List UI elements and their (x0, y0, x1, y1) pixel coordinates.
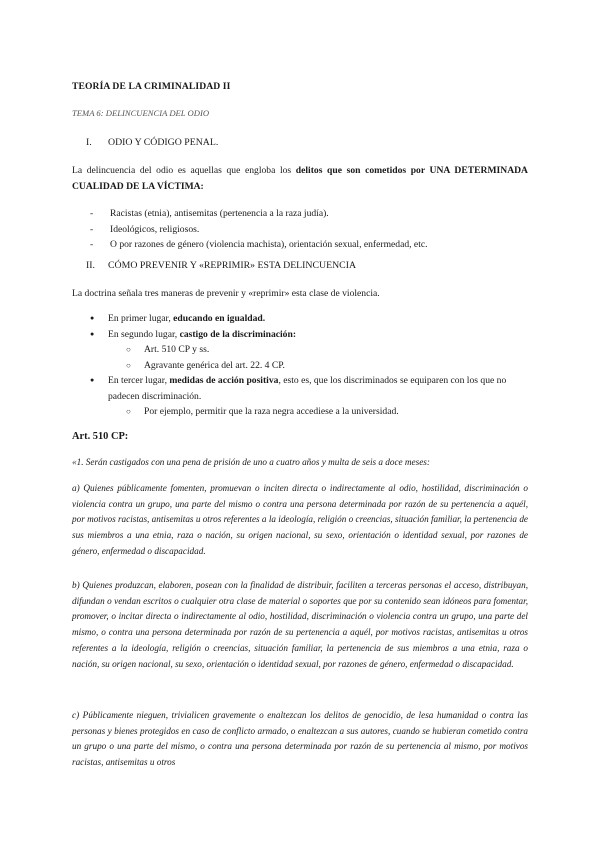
section-2-heading (86, 260, 356, 271)
list-item (90, 327, 528, 374)
bullet-2-bold: castigo de la discriminación: (179, 328, 297, 340)
bullet-2-sublist (108, 342, 528, 373)
list-item (90, 373, 528, 420)
article-paragraph-1: «1. Serán castigados con una pena de prisión de uno a cuatro años y multa de seis a doce meses: (72, 457, 430, 467)
list-item: - O por razones de género (violencia machista), orientación sexual, enfermedad, etc. (90, 237, 428, 253)
section-2-intro: La doctrina señala tres maneras de prevenir y «reprimir» esta clase de violencia. (72, 288, 380, 299)
sub-list-item: ○ Agravante genérica del art. 22. 4 CP. (108, 358, 528, 374)
bullet-1-bold: educando en igualdad. (173, 313, 266, 324)
bullet-3-sublist (108, 404, 528, 420)
list-item: - Racistas (etnia), antisemitas (pertenencia a la raza judía). (90, 206, 428, 222)
bullet-1-text: En primer lugar, (108, 313, 174, 324)
bullet-3-text: En tercer lugar, (108, 375, 170, 386)
section-2-title: CÓMO PREVENIR Y «REPRIMIR» ESTA DELINCUENCIA (108, 260, 357, 271)
bullet-2-text: En segundo lugar, (108, 328, 180, 340)
section-1-intro-bold: delitos que son cometidos por UNA DETERMINADA CUALIDAD DE LA VÍCTIMA: (72, 165, 528, 192)
article-title: Art. 510 CP: (72, 431, 129, 442)
article-paragraph-c: c) Públicamente nieguen, trivialicen gravemente o enaltezcan los delitos de genocidio, de lesa humanidad o contra las personas y bienes protegidos en caso de conflicto armado, o enaltezcan a sus autores, cuando se hubieran cometido contra un grupo o una parte del mismo, o contra una persona determinada por razón de su pertenencia al mismo, por motivos racistas, antisemitas u otros (72, 710, 528, 768)
section-2-number: II. (86, 260, 95, 271)
section-1-intro (72, 163, 528, 194)
bullet-3-rest: , esto es, que los discriminados se equiparen con los que no padecen discriminación. (108, 375, 507, 402)
section-1-list (90, 206, 428, 253)
section-2-bullets (90, 311, 528, 420)
list-item: - Ideológicos, religiosos. (90, 222, 428, 238)
section-1-number: I. (86, 137, 92, 148)
bullet-3-bold: medidas de acción positiva (169, 375, 279, 386)
document-title: TEORÍA DE LA CRIMINALIDAD II (72, 81, 231, 92)
article-paragraph-b: b) Quienes produzcan, elaboren, posean con la finalidad de distribuir, faciliten a terceras personas el acceso, distribuyan, difundan o vendan escritos o cualquier otra clase de material o soportes que por su contenido sean idóneos para fomentar, promover, o incitar directa o indirectamente al odio, hostilidad, discriminación o violencia contra un grupo, una parte del mismo, o contra una persona determinada por razón de su pertenencia a aquél, por motivos racistas, antisemitas u otros referentes a la ideología, religión o creencias, situación familiar, la pertenencia de sus miembros a una etnia, raza o nación, su origen nacional, su sexo, orientación o identidad sexual, por razones de género, enfermedad o discapacidad. (72, 580, 528, 669)
document-subtitle: TEMA 6: DELINCUENCIA DEL ODIO (72, 108, 210, 118)
section-1-heading (86, 137, 218, 148)
list-item (90, 311, 528, 327)
sub-list-item: ○ Art. 510 CP y ss. (108, 342, 528, 358)
section-1-intro-text: La delincuencia del odio es aquellas que engloba los (72, 165, 296, 176)
sub-list-item: ○ Por ejemplo, permitir que la raza negra accediese a la universidad. (108, 404, 528, 420)
section-1-title: ODIO Y CÓDIGO PENAL. (108, 137, 219, 148)
article-paragraph-a: a) Quienes públicamente fomenten, promuevan o inciten directa o indirectamente al odio, hostilidad, discriminación o violencia contra un grupo, una parte del mismo o contra una persona determinada por razón de su pertenencia a aquél, por motivos racistas, antisemitas u otros referentes a la ideología, religión o creencias, situación familiar, la pertenencia de sus miembros a una etnia, raza o nación, su origen nacional, su sexo, orientación o identidad sexual, por razones de género, enfermedad o discapacidad. (72, 483, 528, 556)
